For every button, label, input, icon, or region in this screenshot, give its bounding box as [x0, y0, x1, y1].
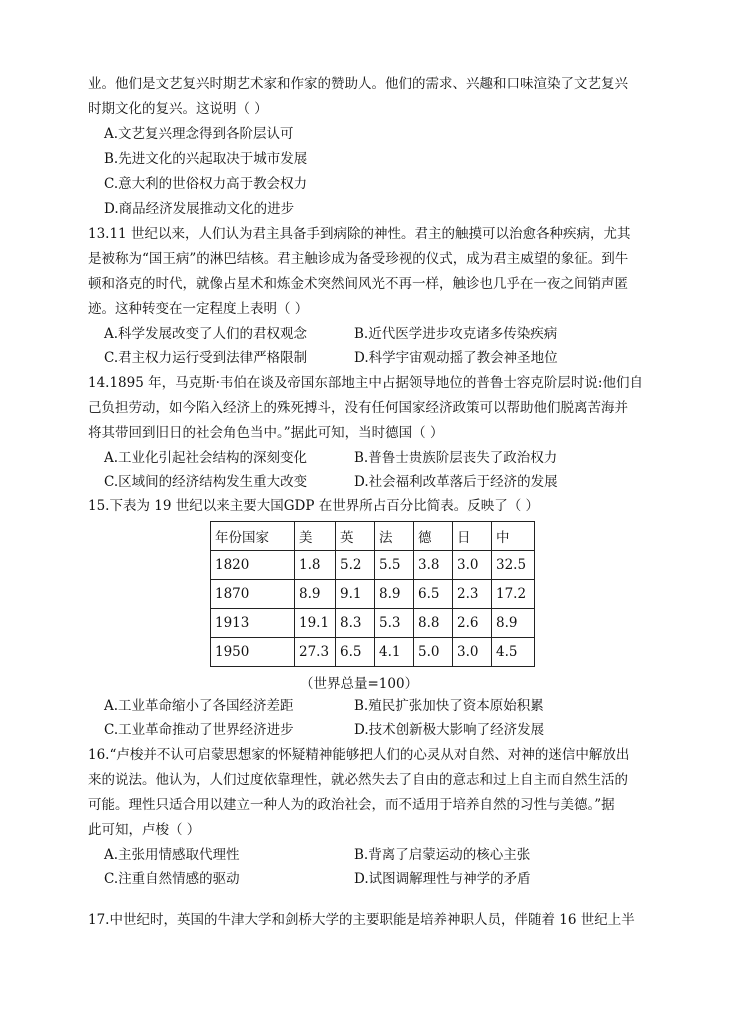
intro-line-1: 业。他们是文艺复兴时期艺术家和作家的赞助人。他们的需求、兴趣和口味渲染了文艺复兴 [88, 76, 628, 92]
q14-option-a: A.工业化引起社会结构的深刻变化 [104, 450, 308, 466]
table-note: （世界总量=100） [300, 676, 419, 692]
table-header-cell: 中 [492, 522, 535, 551]
q16-option-c: C.注重自然情感的驱动 [104, 871, 240, 887]
q14-option-d: D.社会福利改革落后于经济的发展 [354, 474, 558, 490]
q14-option-b: B.普鲁士贵族阶层丧失了政治权力 [354, 450, 558, 466]
q13-option-a: A.科学发展改变了人们的君权观念 [104, 326, 308, 342]
table-cell: 27.3 [295, 638, 336, 667]
table-row [211, 551, 535, 580]
q16-line-3: 可能。理性只适合用以建立一种人为的政治社会，而不适用于培养自然的习性与美德。”据 [88, 797, 615, 813]
q13-line-2: 是被称为“国王病”的淋巴结核。君主触诊成为备受珍视的仪式，成为君主威望的象征。到牛 [88, 251, 629, 267]
q13-option-c: C.君主权力运行受到法律严格限制 [104, 350, 308, 366]
table-cell: 5.0 [414, 638, 453, 667]
table-cell: 1.8 [295, 551, 336, 580]
q14-line-3: 将其带回到旧日的社会角色当中。”据此可知，当时德国（ ） [88, 425, 444, 441]
table-cell: 5.3 [375, 609, 414, 638]
q16-option-b: B.背离了启蒙运动的核心主张 [354, 847, 531, 863]
table-cell: 17.2 [492, 580, 535, 609]
table-cell: 4.1 [375, 638, 414, 667]
table-header-cell: 年份国家 [211, 522, 295, 551]
table-cell: 1870 [211, 580, 295, 609]
intro-option-a: A.文艺复兴理念得到各阶层认可 [104, 126, 294, 142]
table-cell: 1950 [211, 638, 295, 667]
q13-line-4: 迹。这种转变在一定程度上表明（ ） [88, 301, 309, 317]
table-cell: 3.0 [453, 551, 492, 580]
table-header-row [211, 522, 535, 551]
q16-line-4: 此可知，卢梭（ ） [88, 822, 201, 838]
table-header-cell: 美 [295, 522, 336, 551]
table-cell: 2.3 [453, 580, 492, 609]
table-cell: 6.5 [336, 638, 375, 667]
q15-option-a: A.工业革命缩小了各国经济差距 [104, 698, 294, 714]
table-cell: 1820 [211, 551, 295, 580]
table-cell: 8.9 [375, 580, 414, 609]
table-row [211, 580, 535, 609]
table-row [211, 609, 535, 638]
table-cell: 3.8 [414, 551, 453, 580]
q15-stem: 15.下表为 19 世纪以来主要大国GDP 在世界所占百分比简表。反映了（ ） [88, 498, 540, 514]
q15-option-b: B.殖民扩张加快了资本原始积累 [354, 698, 544, 714]
table-cell: 3.0 [453, 638, 492, 667]
table-cell: 6.5 [414, 580, 453, 609]
q14-line-1: 14.1895 年，马克斯·韦伯在谈及帝国东部地主中占据领导地位的普鲁士容克阶层时说:他们自 [88, 375, 643, 391]
intro-line-2: 时期文化的复兴。这说明（ ） [88, 101, 268, 117]
table-cell: 5.5 [375, 551, 414, 580]
table-cell: 9.1 [336, 580, 375, 609]
table-cell: 32.5 [492, 551, 535, 580]
table-header-cell: 英 [336, 522, 375, 551]
q13-line-1: 13.11 世纪以来，人们认为君主具备手到病除的神性。君主的触摸可以治愈各种疾病，尤其 [88, 226, 631, 242]
intro-option-c: C.意大利的世俗权力高于教会权力 [104, 176, 308, 192]
table-row [211, 638, 535, 667]
q15-option-c: C.工业革命推动了世界经济进步 [104, 722, 294, 738]
table-cell: 8.9 [295, 580, 336, 609]
table-cell: 5.2 [336, 551, 375, 580]
q13-option-d: D.科学宇宙观动摇了教会神圣地位 [354, 350, 558, 366]
q17-line-1: 17.中世纪时，英国的牛津大学和剑桥大学的主要职能是培养神职人员，伴随着 16 世纪上半 [88, 912, 635, 928]
table-cell: 2.6 [453, 609, 492, 638]
q13-line-3: 顿和洛克的时代，就像占星术和炼金术突然间风光不再一样，触诊也几乎在一夜之间销声匿 [88, 276, 628, 292]
table-cell: 8.9 [492, 609, 535, 638]
q16-line-1: 16.“卢梭并不认可启蒙思想家的怀疑精神能够把人们的心灵从对自然、对神的迷信中解放出 [88, 747, 630, 763]
q16-line-2: 来的说法。他认为，人们过度依靠理性，就必然失去了自由的意志和过上自主而自然生活的 [88, 772, 628, 788]
table-header-cell: 日 [453, 522, 492, 551]
table-cell: 8.8 [414, 609, 453, 638]
q16-option-d: D.试图调解理性与神学的矛盾 [354, 871, 531, 887]
table-cell: 19.1 [295, 609, 336, 638]
table-cell: 1913 [211, 609, 295, 638]
q14-option-c: C.区域间的经济结构发生重大改变 [104, 474, 308, 490]
q16-option-a: A.主张用情感取代理性 [104, 847, 240, 863]
intro-option-b: B.先进文化的兴起取决于城市发展 [104, 151, 308, 167]
table-header-cell: 德 [414, 522, 453, 551]
table-header-cell: 法 [375, 522, 414, 551]
q13-option-b: B.近代医学进步攻克诸多传染疾病 [354, 326, 558, 342]
q14-line-2: 己负担劳动，如今陷入经济上的殊死搏斗，没有任何国家经济政策可以帮助他们脱离苦海并 [88, 400, 628, 416]
gdp-table [210, 521, 535, 667]
table-cell: 4.5 [492, 638, 535, 667]
q15-option-d: D.技术创新极大影响了经济发展 [354, 722, 545, 738]
table-cell: 8.3 [336, 609, 375, 638]
intro-option-d: D.商品经济发展推动文化的进步 [104, 201, 295, 217]
